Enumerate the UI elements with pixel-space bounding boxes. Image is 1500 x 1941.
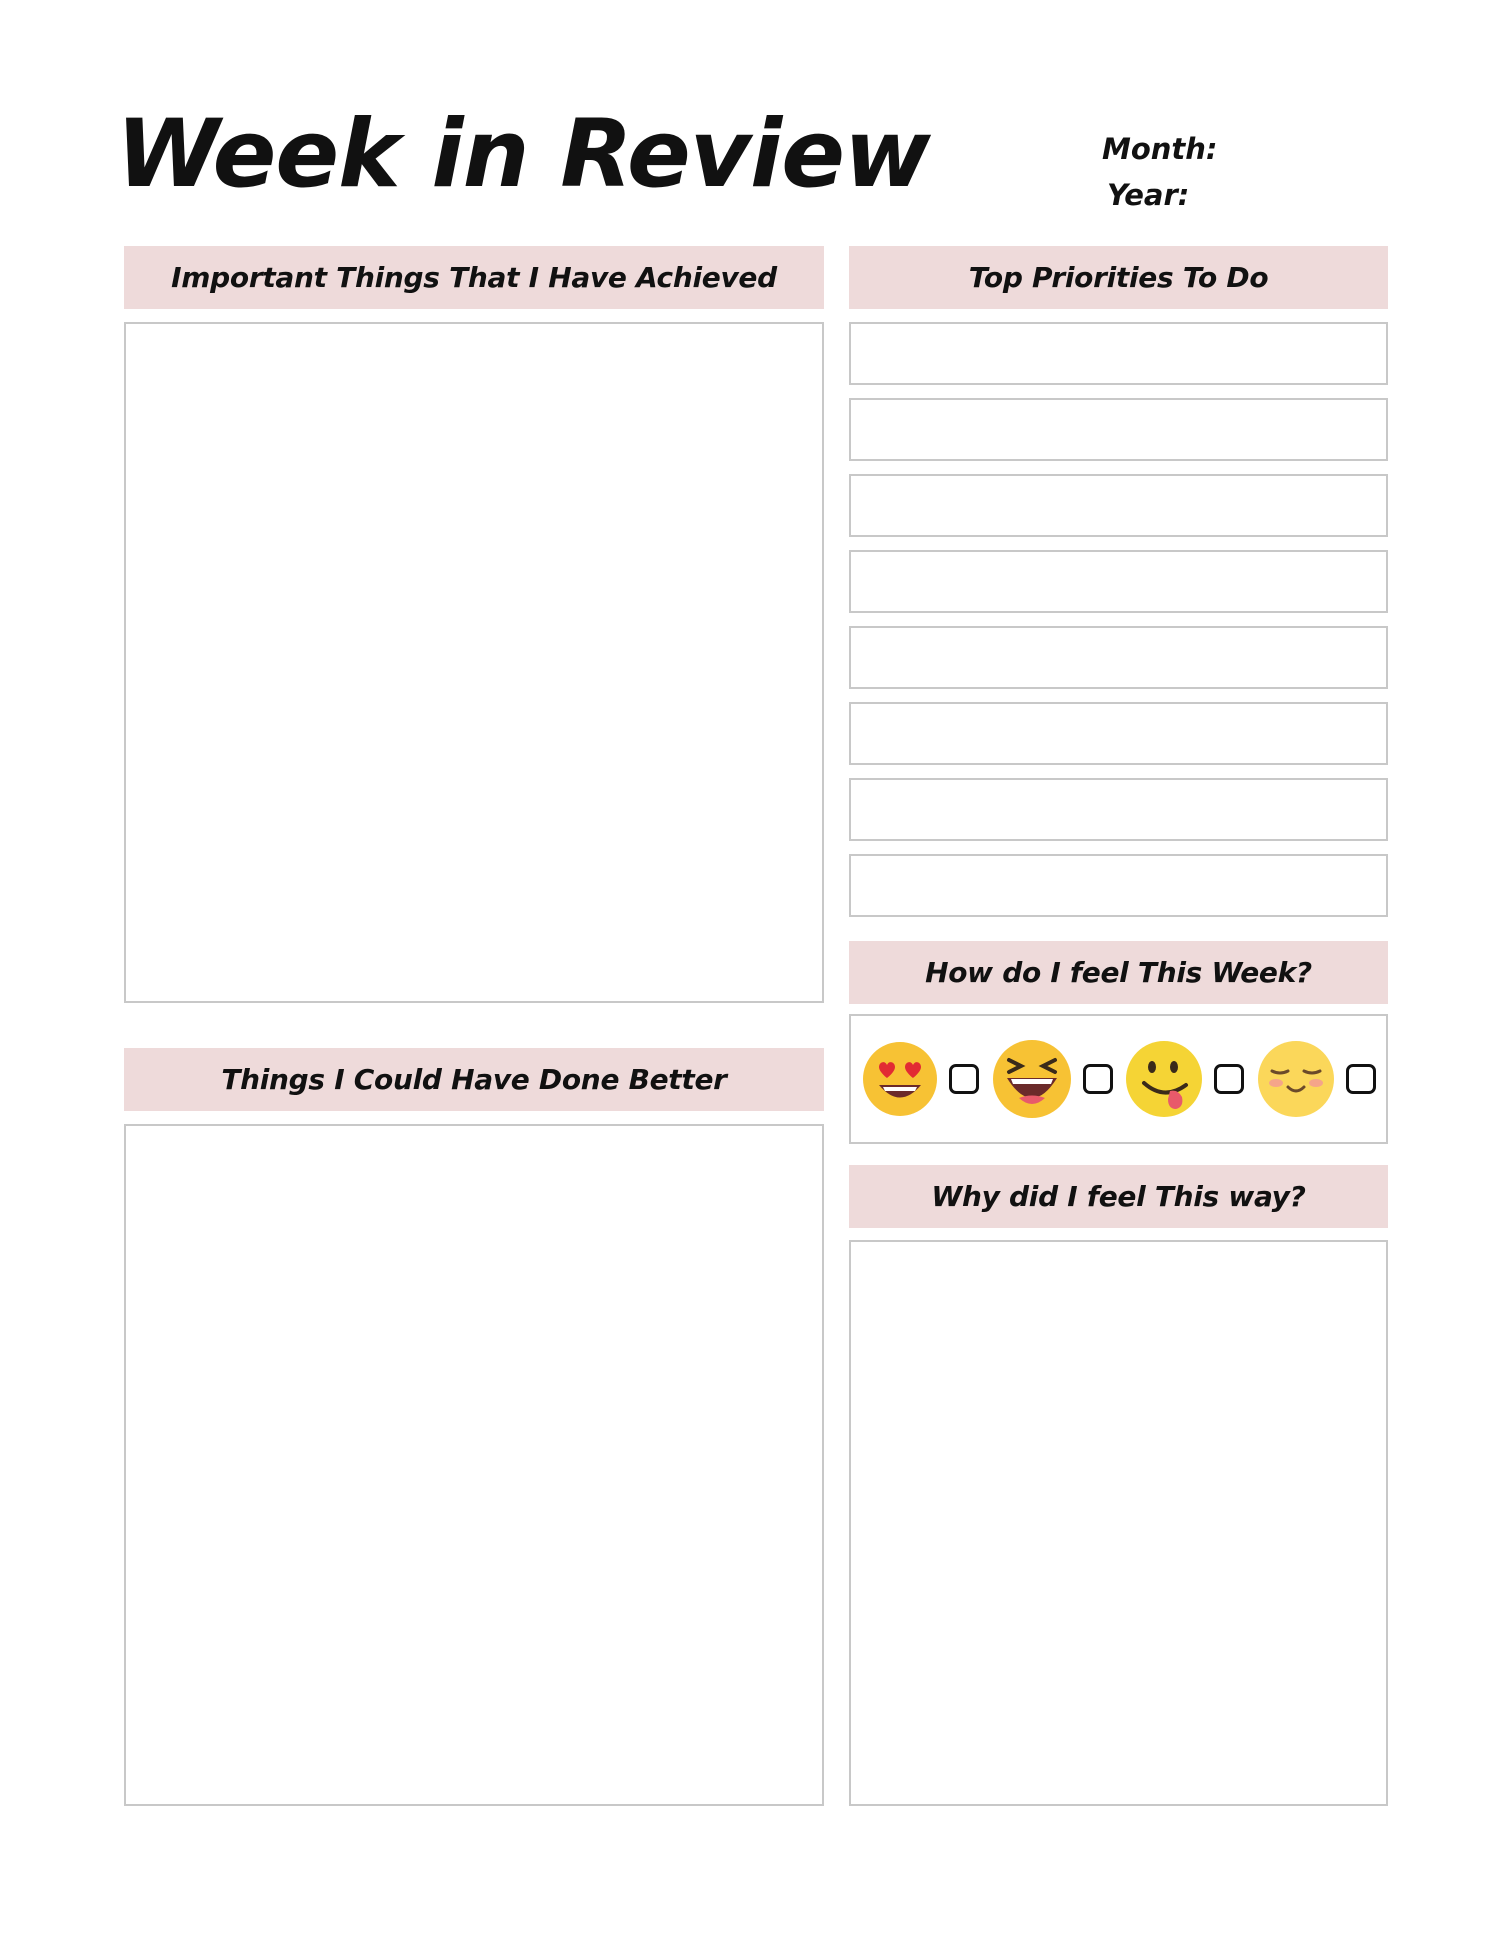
why-header: Why did I feel This way? xyxy=(849,1165,1388,1228)
priority-line-1[interactable] xyxy=(849,322,1388,385)
priority-line-8[interactable] xyxy=(849,854,1388,917)
mood-checkbox-2[interactable] xyxy=(1083,1064,1113,1094)
laughing-face-icon xyxy=(991,1038,1073,1120)
achieved-box[interactable] xyxy=(124,322,824,1003)
month-label: Month: xyxy=(1102,132,1218,166)
priority-line-7[interactable] xyxy=(849,778,1388,841)
tongue-out-face-icon xyxy=(1124,1039,1204,1119)
feel-header: How do I feel This Week? xyxy=(849,941,1388,1004)
year-label: Year: xyxy=(1107,178,1190,212)
mood-checkbox-3[interactable] xyxy=(1214,1064,1244,1094)
achieved-header: Important Things That I Have Achieved xyxy=(124,246,824,309)
better-header: Things I Could Have Done Better xyxy=(124,1048,824,1111)
heart-eyes-face-icon xyxy=(861,1040,939,1118)
why-box[interactable] xyxy=(849,1240,1388,1806)
priority-line-4[interactable] xyxy=(849,550,1388,613)
mood-checkbox-4[interactable] xyxy=(1346,1064,1376,1094)
priority-line-6[interactable] xyxy=(849,702,1388,765)
page-title: Week in Review xyxy=(116,100,930,209)
priority-line-2[interactable] xyxy=(849,398,1388,461)
priority-line-3[interactable] xyxy=(849,474,1388,537)
mood-option-4[interactable] xyxy=(1256,1039,1376,1119)
content-blushing-face-icon xyxy=(1256,1039,1336,1119)
better-box[interactable] xyxy=(124,1124,824,1806)
priorities-header: Top Priorities To Do xyxy=(849,246,1388,309)
mood-option-3[interactable] xyxy=(1124,1039,1244,1119)
mood-option-2[interactable] xyxy=(991,1038,1113,1120)
priority-line-5[interactable] xyxy=(849,626,1388,689)
mood-checkbox-1[interactable] xyxy=(949,1064,979,1094)
mood-option-1[interactable] xyxy=(861,1040,979,1118)
mood-selector xyxy=(849,1014,1388,1144)
